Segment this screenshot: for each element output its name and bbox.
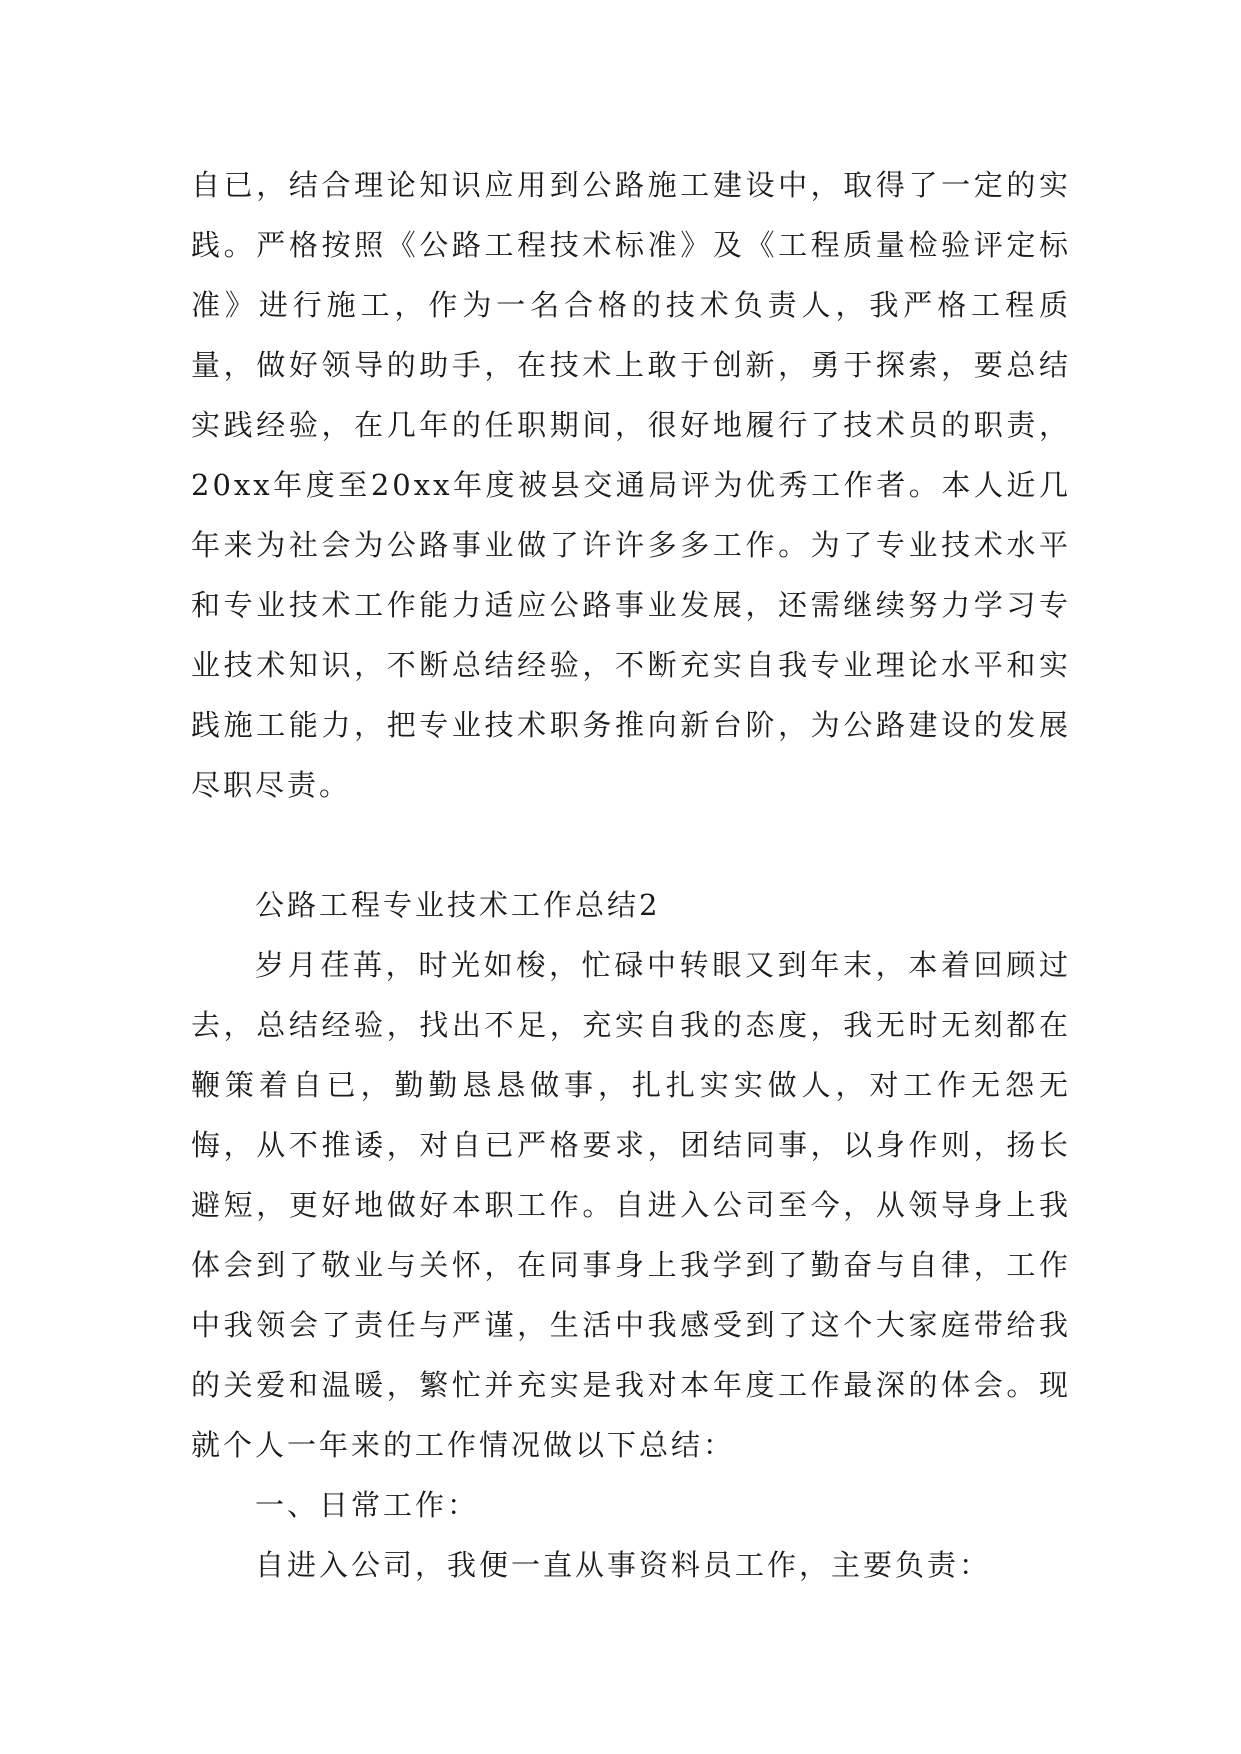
subheading-daily-work: 一、日常工作： [255,1488,480,1522]
section-title: 公路工程专业技术工作总结2 [255,888,661,922]
document-body [191,155,1071,1595]
paragraph-last: 自进入公司，我便一直从事资料员工作，主要负责： [255,1548,992,1582]
paragraph-continued: 自已，结合理论知识应用到公路施工建设中，取得了一定的实践。严格按照《公路工程技术标准》及《工程质量检验评定标准》进行施工，作为一名合格的技术负责人，我严格工程质量，做好领导的助手，在技术上敢于创新，勇于探索，要总结实践经验，在几年的任职期间，很好地履行了技术员的职责，20xx年度至20xx年度被县交通局评为优秀工作者。本人近几年来为社会为公路事业做了许许多多工作。为了专业技术水平和专业技术工作能力适应公路事业发展，还需继续努力学习专业技术知识，不断总结经验，不断充实自我专业理论水平和实践施工能力，把专业技术职务推向新台阶，为公路建设的发展尽职尽责。 [191,168,1071,802]
paragraph-intro: 岁月荏苒，时光如梭，忙碌中转眼又到年末，本着回顾过去，总结经验，找出不足，充实自我的态度，我无时无刻都在鞭策着自已，勤勤恳恳做事，扎扎实实做人，对工作无怨无悔，从不推诿，对自已严格要求，团结同事，以身作则，扬长避短，更好地做好本职工作。自进入公司至今，从领导身上我体会到了敬业与关怀，在同事身上我学到了勤奋与自律，工作中我领会了责任与严谨，生活中我感受到了这个大家庭带给我的关爱和温暖，繁忙并充实是我对本年度工作最深的体会。现就个人一年来的工作情况做以下总结： [191,948,1071,1462]
